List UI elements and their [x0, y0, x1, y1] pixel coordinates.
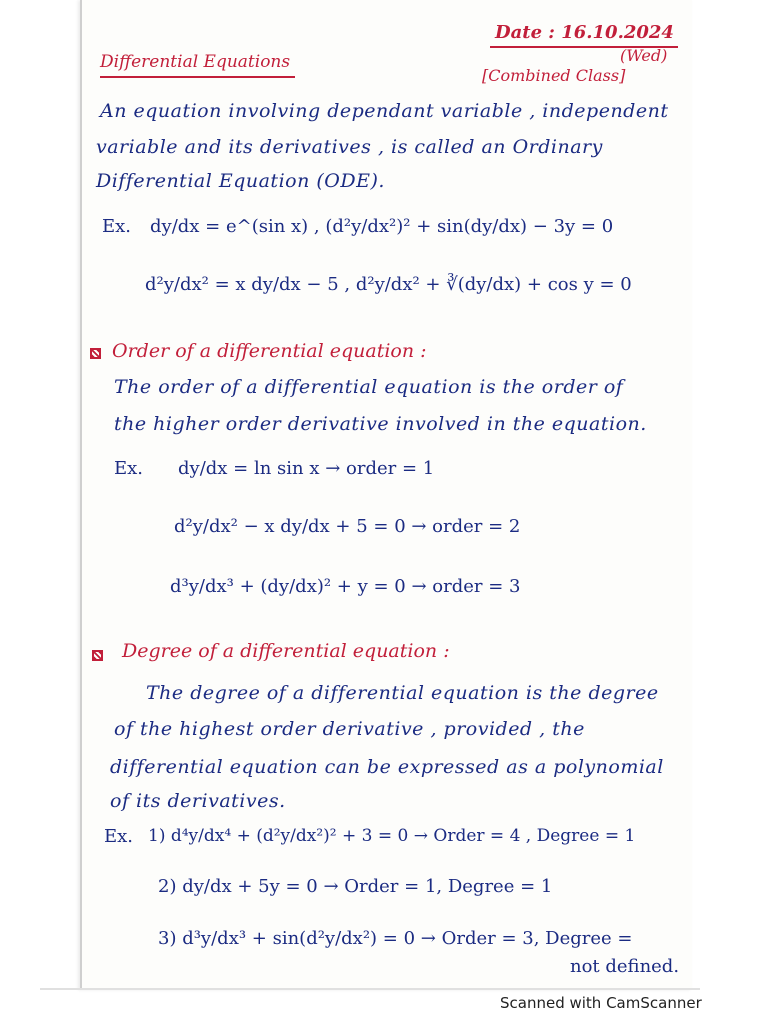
order-heading: Order of a differential equation :	[112, 340, 427, 362]
order-example-2: d²y/dx² − x dy/dx + 5 = 0 → order = 2	[174, 516, 521, 537]
bullet-icon	[90, 348, 101, 359]
degree-example-3: 3) d³y/dx³ + sin(d²y/dx²) = 0 → Order = 3, Degree =	[158, 928, 633, 949]
page-title: Differential Equations	[100, 52, 291, 72]
degree-example-3-tail: not defined.	[570, 956, 680, 977]
ode-examples-row-1: dy/dx = e^(sin x) , (d²y/dx²)² + sin(dy/dx) − 3y = 0	[150, 216, 614, 237]
degree-definition-line-4: of its derivatives.	[110, 790, 286, 812]
example-label: Ex.	[102, 216, 132, 237]
scanner-watermark: Scanned with CamScanner	[500, 994, 702, 1012]
order-example-1: dy/dx = ln sin x → order = 1	[178, 458, 435, 479]
page-edge	[40, 988, 700, 990]
intro-line-2: variable and its derivatives , is called an Ordinary	[96, 136, 603, 158]
ode-examples-row-2: d²y/dx² = x dy/dx − 5 , d²y/dx² + ∛(dy/dx) + cos y = 0	[145, 274, 632, 295]
order-definition-line-1: The order of a differential equation is the order of	[114, 376, 624, 398]
title-underline	[100, 76, 295, 78]
date-label: Date : 16.10.2024	[495, 22, 674, 43]
degree-definition-line-2: of the highest order derivative , provided , the	[114, 718, 585, 740]
degree-definition-line-1: The degree of a differential equation is the degree	[146, 682, 659, 704]
day-label: (Wed)	[620, 46, 668, 65]
degree-heading: Degree of a differential equation :	[122, 640, 450, 662]
bullet-icon	[92, 650, 103, 661]
order-example-label: Ex.	[114, 458, 144, 479]
degree-definition-line-3: differential equation can be expressed as a polynomial	[110, 756, 664, 778]
degree-example-2: 2) dy/dx + 5y = 0 → Order = 1, Degree = 1	[158, 876, 553, 897]
class-label: [Combined Class]	[482, 66, 626, 85]
intro-line-3: Differential Equation (ODE).	[96, 170, 385, 192]
order-definition-line-2: the higher order derivative involved in the equation.	[114, 413, 647, 435]
degree-example-label: Ex.	[104, 826, 134, 847]
order-example-3: d³y/dx³ + (dy/dx)² + y = 0 → order = 3	[170, 576, 521, 597]
intro-line-1: An equation involving dependant variable , independent	[100, 100, 669, 122]
degree-example-1: 1) d⁴y/dx⁴ + (d²y/dx²)² + 3 = 0 → Order = 4 , Degree = 1	[148, 826, 636, 846]
